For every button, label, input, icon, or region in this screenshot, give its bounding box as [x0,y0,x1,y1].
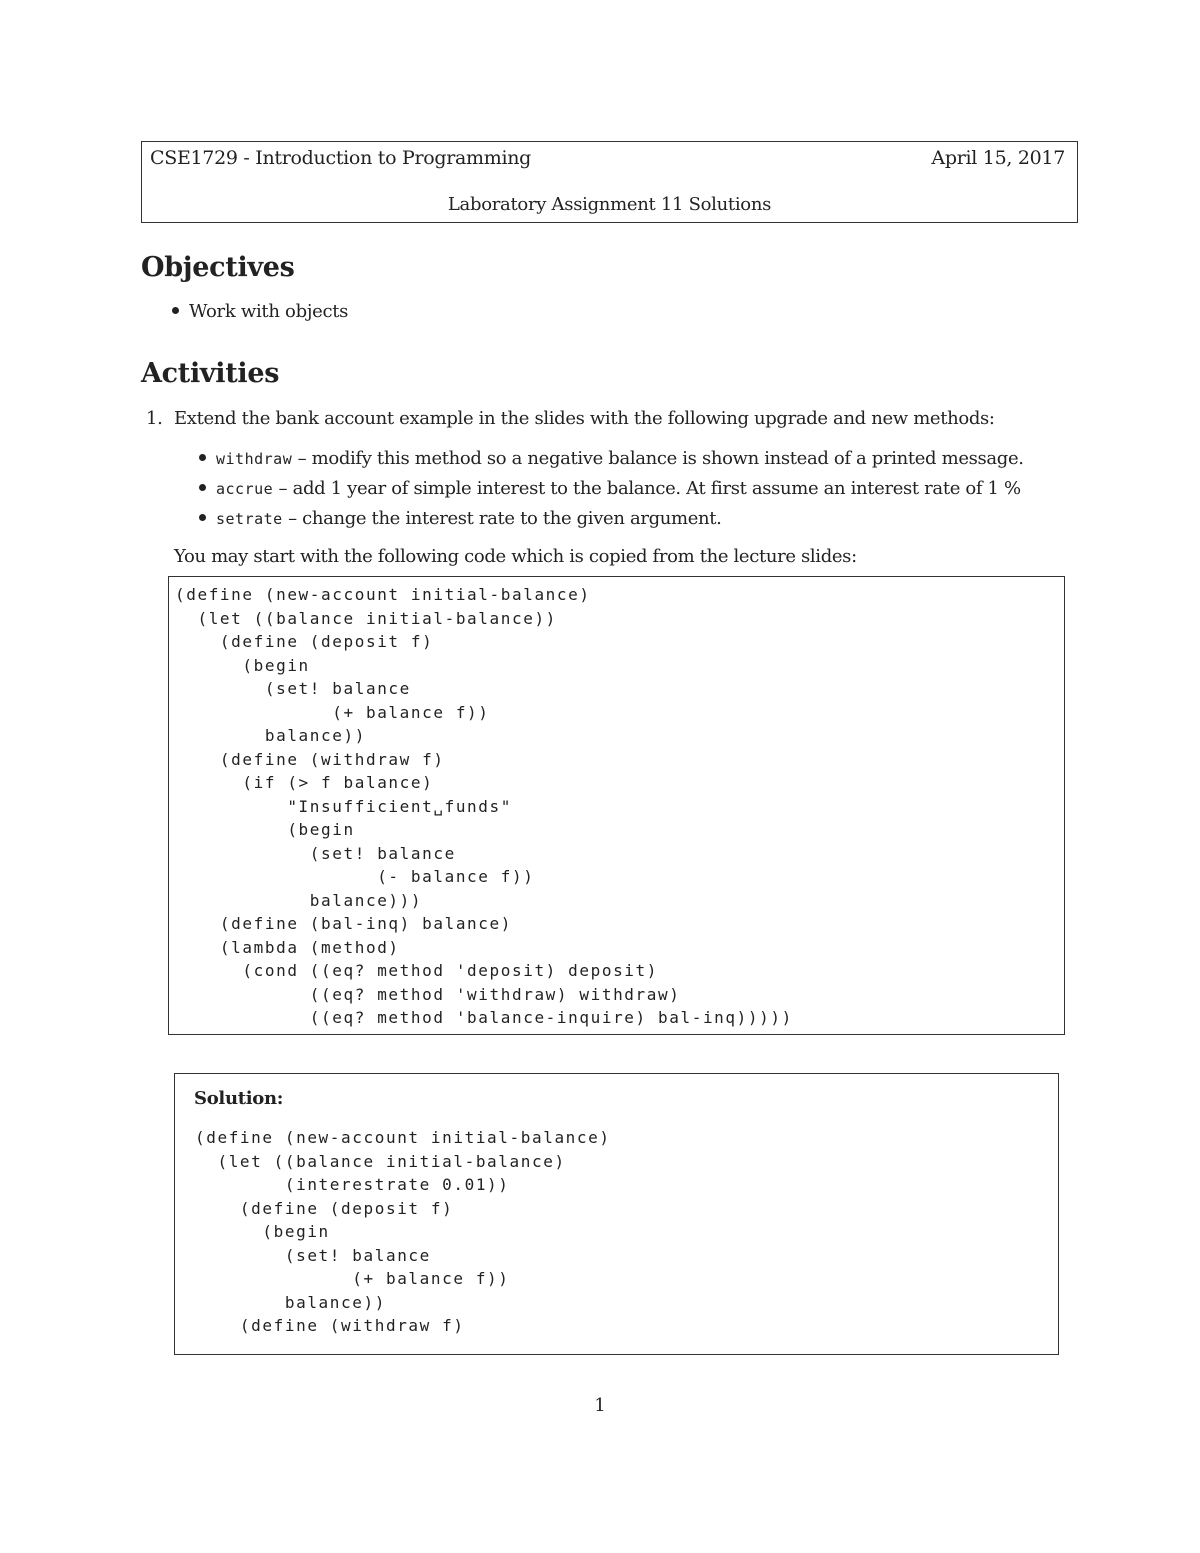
bullet-icon [199,514,206,521]
starter-code: (define (new-account initial-balance) (let ((balance initial-balance)) (define (deposit f) (begin (set! balance (+ balance f)) balance)) (define (withdraw f) (if (> f balance) "Insufficient␣funds" (begin (set! balance (- balance f)) balance))) (define (bal-inq) balance) (lambda (method) (cond ((eq? method 'deposit) deposit) ((eq? method 'withdraw) withdraw) ((eq? method 'balance-inquire) bal-inq))))) [175,585,793,1027]
objective-text: Work with objects [189,301,349,322]
solution-box [174,1073,1059,1355]
method-description: – modify this method so a negative balance is shown instead of a printed message. [292,448,1024,469]
activity-text: Extend the bank account example in the slides with the following upgrade and new methods: [174,408,995,429]
activity-item-1 [146,408,995,429]
solution-code: (define (new-account initial-balance) (let ((balance initial-balance) (interestrate 0.01)) (define (deposit f) (begin (set! balance (+ balance f)) balance)) (define (withdraw f) [195,1128,611,1335]
method-name: withdraw [216,450,293,468]
header-box [141,141,1078,223]
objectives-heading: Objectives [141,252,295,283]
solution-label: Solution: [194,1088,284,1109]
method-list [199,447,1024,537]
method-item-accrue [199,477,1024,507]
course-title: CSE1729 - Introduction to Programming [150,147,532,169]
method-description: – add 1 year of simple interest to the balance. At first assume an interest rate of 1 % [273,478,1021,499]
activities-heading: Activities [141,358,280,389]
method-description: – change the interest rate to the given argument. [282,508,722,529]
assignment-title: Laboratory Assignment 11 Solutions [447,194,772,215]
bullet-icon [199,484,206,491]
code-intro-text: You may start with the following code which is copied from the lecture slides: [174,546,857,567]
activity-number: 1. [146,408,163,429]
bullet-icon [172,307,179,314]
method-item-setrate [199,507,1024,537]
objective-item [172,301,348,322]
page-number: 1 [594,1395,606,1416]
document-date: April 15, 2017 [931,147,1065,169]
method-item-withdraw [199,447,1024,477]
method-name: setrate [216,510,283,528]
bullet-icon [199,454,206,461]
method-name: accrue [216,480,274,498]
starter-code-box [168,576,1065,1035]
